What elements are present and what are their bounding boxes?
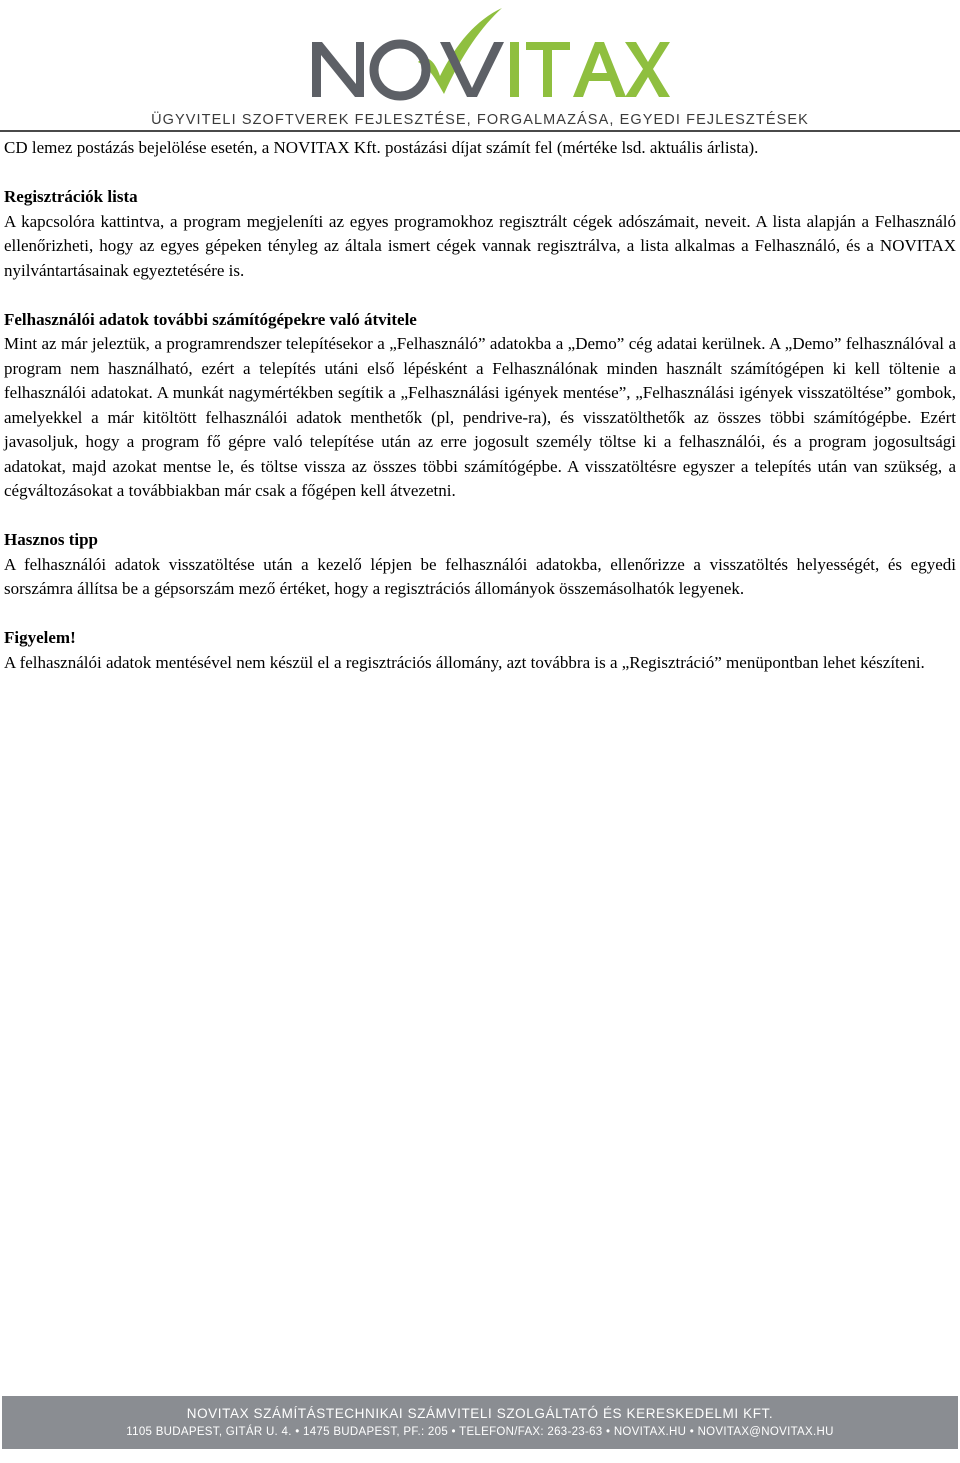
footer-contact-info: 1105 BUDAPEST, GITÁR U. 4. • 1475 BUDAPEST, PF.: 205 • TELEFON/FAX: 263-23-63 • NOVITAX.HU • NOVITAX@NOVITAX.HU	[126, 1426, 834, 1438]
section-heading-warning: Figyelem!	[4, 628, 76, 647]
section-heading-registrations: Regisztrációk lista	[4, 187, 138, 206]
section-heading-tip: Hasznos tipp	[4, 530, 98, 549]
section-heading-data-transfer: Felhasználói adatok további számítógépekre való átvitele	[4, 309, 417, 329]
header-divider	[0, 130, 960, 132]
section-body-registrations: A kapcsolóra kattintva, a program megjeleníti az egyes programokhoz regisztrált cégek adószámait, neveit. A lista alapján a Felhasználó ellenőrizheti, hogy az egyes gépeken tényleg az általa ismert cégek vannak regisztrálva, a lista alkalmas a Felhasználó, és a NOVITAX nyilvántartásainak egyeztetésére is.	[4, 211, 956, 280]
novitax-logo-mark	[290, 2, 670, 107]
document-body	[4, 136, 956, 675]
page-footer	[2, 1396, 958, 1449]
section-body-data-transfer: Mint az már jeleztük, a programrendszer telepítésekor a „Felhasználó” adatokba a „Demo” cég adatai kerülnek. A „Demo” felhasználóval a program nem használható, ezért a telepítés utáni első lépésként a Felhasználónak minden használt számítógépen ki kell töltenie a felhasználói adatokat. A munkát nagymértékben segítik a „Felhasználási igények mentése”, „Felhasználási igények visszatöltése” gombok, amelyekkel a már kitöltött felhasználói adatok menthetők (pl, pendrive-ra), és visszatölthetők az összes többi számítógépbe. Ezért javasoljuk, hogy a program fő gépre való telepítése után az erre jogosult személy töltse ki a felhasználói, és a program jogosultsági adatokat, majd azokat mentse le, és töltse vissza az összes többi számítógépbe. A visszatöltésre egyszer a telepítés után van szükség, a cégváltozásokat a továbbiakban már csak a főgépen kell átvezetni.	[4, 334, 956, 500]
company-tagline: ÜGYVITELI SZOFTVEREK FEJLESZTÉSE, FORGALMAZÁSA, EGYEDI FEJLESZTÉSEK	[151, 112, 809, 128]
paragraph-gap	[4, 161, 956, 186]
paragraph-gap	[4, 504, 956, 529]
novitax-logo	[0, 0, 960, 110]
page-header	[0, 0, 960, 135]
section-body-tip: A felhasználói adatok visszatöltése után a kezelő lépjen be felhasználói adatokba, ellenőrizze a visszatöltés helyességét, és egyedi sorszámra állítsa be a gépsorszám mező értéket, hogy a regisztrációs állományok összemásolhatók legyenek.	[4, 554, 956, 598]
section-body-warning: A felhasználói adatok mentésével nem készül el a regisztrációs állomány, azt továbbra is a „Regisztráció” menüpontban lehet készíteni.	[4, 652, 925, 672]
paragraph-gap	[4, 602, 956, 627]
paragraph-gap	[4, 283, 956, 308]
footer-company-name: NOVITAX SZÁMÍTÁSTECHNIKAI SZÁMVITELI SZOLGÁLTATÓ ÉS KERESKEDELMI KFT.	[186, 1406, 774, 1421]
intro-paragraph: CD lemez postázás bejelölése esetén, a NOVITAX Kft. postázási díjat számít fel (mértéke lsd. aktuális árlista).	[4, 138, 759, 157]
